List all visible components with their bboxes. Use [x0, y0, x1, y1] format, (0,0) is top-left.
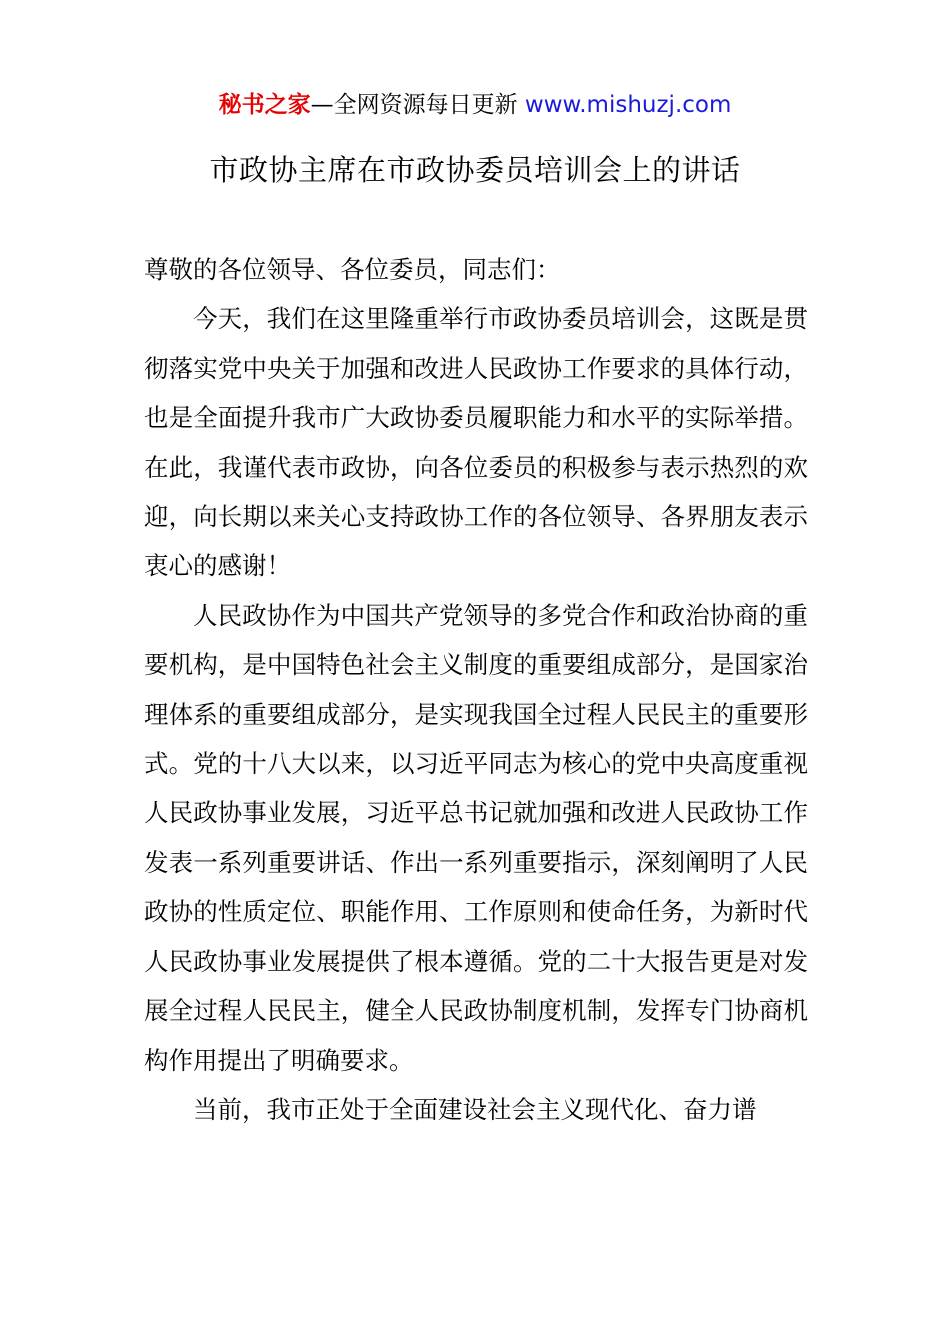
header-tagline: —全网资源每日更新 [310, 92, 525, 118]
brand-name: 秘书之家 [218, 92, 311, 118]
site-url-link[interactable]: www.mishuzj.com [524, 92, 732, 118]
paragraph-3: 当前，我市正处于全面建设社会主义现代化、奋力谱 [193, 1094, 757, 1124]
site-header [0, 88, 950, 122]
document-title: 市政协主席在市政协委员培训会上的讲话 [209, 153, 741, 187]
salutation: 尊敬的各位领导、各位委员，同志们： [144, 255, 561, 284]
document-body [144, 245, 808, 1134]
paragraph-2: 人民政协作为中国共产党领导的多党合作和政治协商的重要机构，是中国特色社会主义制度的重要组成部分，是国家治理体系的重要组成部分，是实现我国全过程人民民主的重要形式。党的十八大以来，以习近平同志为核心的党中央高度重视人民政协事业发展，习近平总书记就加强和改进人民政协工作发表一系列重要讲话、作出一系列重要指示，深刻阐明了人民政协的性质定位、职能作用、工作原则和使命任务，为新时代人民政协事业发展提供了根本遵循。党的二十大报告更是对发展全过程人民民主，健全人民政协制度机制，发挥专门协商机构作用提出了明确要求。 [144, 600, 808, 1075]
paragraph-1: 今天，我们在这里隆重举行市政协委员培训会，这既是贯彻落实党中央关于加强和改进人民政协工作要求的具体行动，也是全面提升我市广大政协委员履职能力和水平的实际举措。在此，我谨代表市政协，向各位委员的积极参与表示热烈的欢迎，向长期以来关心支持政协工作的各位领导、各界朋友表示衷心的感谢！ [144, 304, 808, 581]
